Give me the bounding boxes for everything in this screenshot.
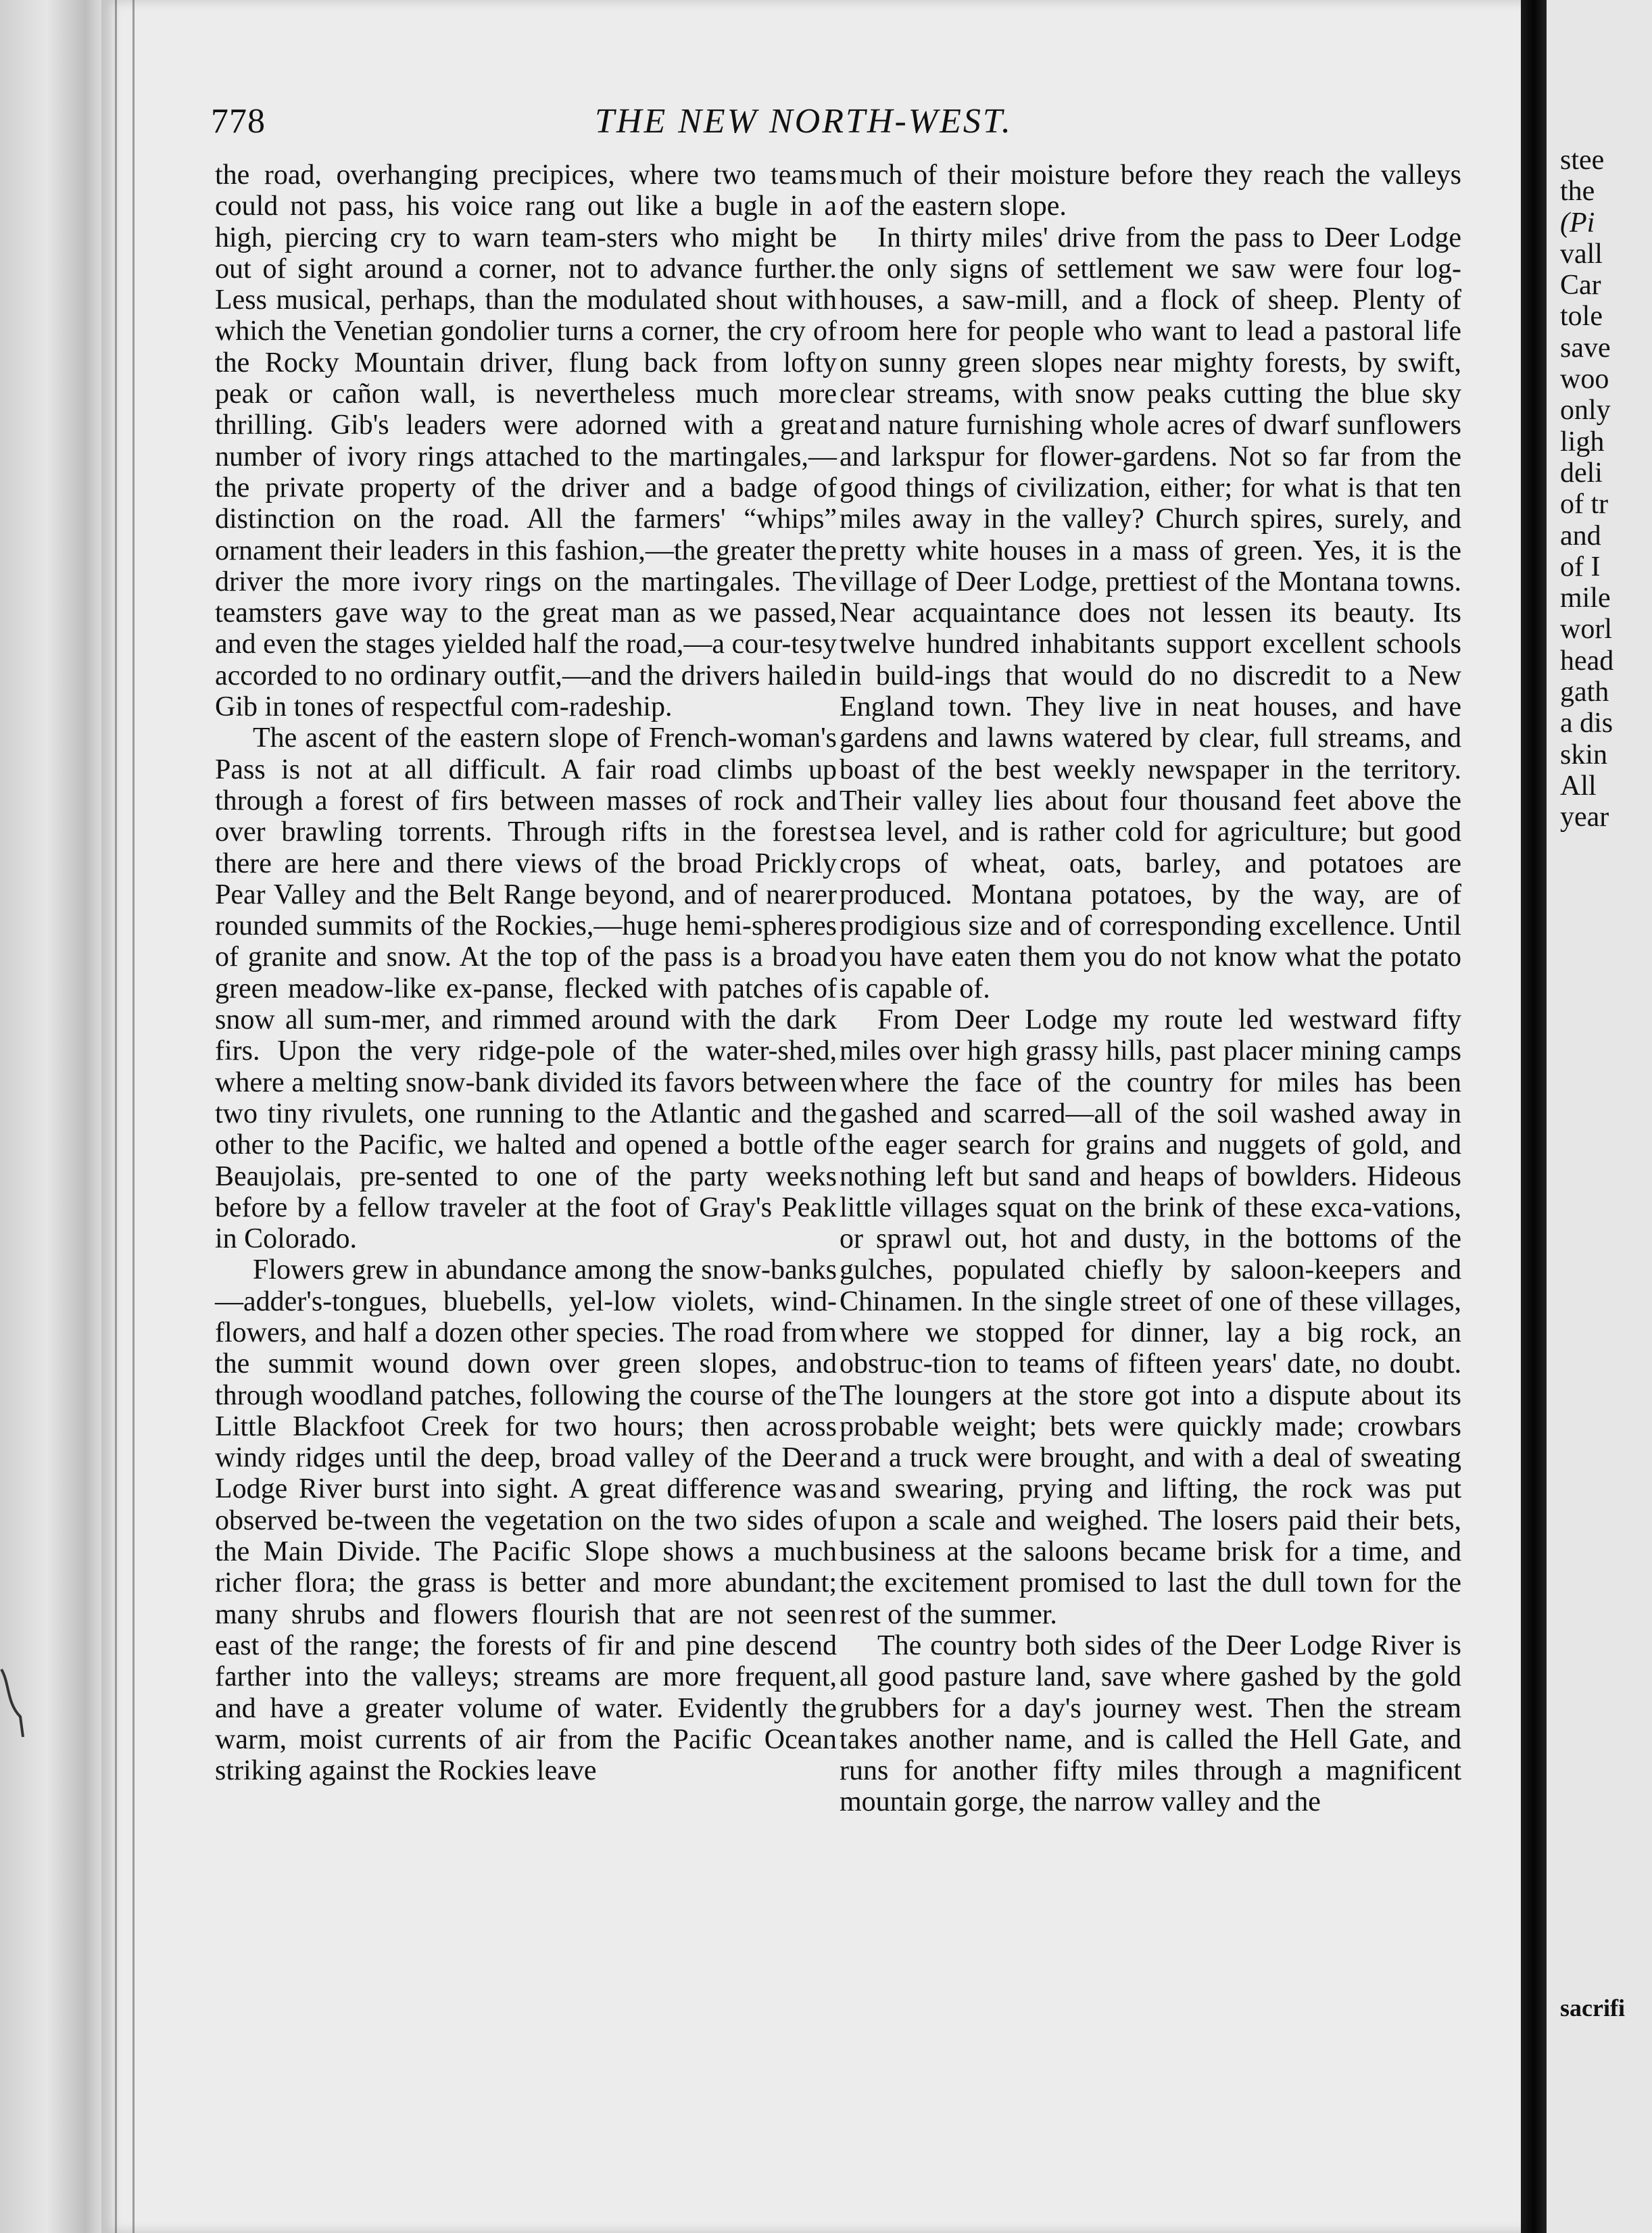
- adjacent-page-line: All: [1560, 770, 1597, 802]
- adjacent-page-line: stee: [1560, 145, 1605, 176]
- paragraph: In thirty miles' drive from the pass to Deer Lodge the only signs of settlement we saw were four log-houses, a saw-mill, and a flock of sheep. Plenty of room here for people who want to lead a pastoral life on sunny green slopes near mighty forests, by swift, clear streams, with snow peaks cutting the blue sky and nature furnishing whole acres of dwarf sunflowers and larkspur for flower-gardens. Not so far from the good things of civilization, either; for what is that ten miles away in the valley? Church spires, surely, and pretty white houses in a mass of green. Yes, it is the village of Deer Lodge, prettiest of the Montana towns. Near acquaintance does not lessen its beauty. Its twelve hundred inhabitants support excellent schools in build-ings that would do no discredit to a New England town. They live in neat houses, and have gardens and lawns watered by clear, full streams, and boast of the best weekly newspaper in the territory. Their valley lies about four thousand feet above the sea level, and is rather cold for agriculture; but good crops of wheat, oats, barley, and potatoes are produced. Montana potatoes, by the way, are of prodigious size and of corresponding excellence. Until you have eaten them you do not know what the potato is capable of.: [840, 222, 1461, 1004]
- paragraph: The ascent of the eastern slope of French-woman's Pass is not at all difficult. A fair road climbs up through a forest of firs between masses of rock and over brawling torrents. Through rifts in the forest there are here and there views of the broad Prickly Pear Valley and the Belt Range beyond, and of nearer rounded summits of the Rockies,—huge hemi-spheres of granite and snow. At the top of the pass is a broad green meadow-like ex-panse, flecked with patches of snow all sum-mer, and rimmed around with the dark firs. Upon the very ridge-pole of the water-shed, where a melting snow-bank divided its favors between two tiny rivulets, one running to the Atlantic and the other to the Pacific, we halted and opened a bottle of Beaujolais, pre-sented to one of the party weeks before by a fellow traveler at the foot of Gray's Peak in Colorado.: [215, 722, 837, 1255]
- adjacent-page-line: Car: [1560, 270, 1601, 301]
- adjacent-page-line: woo: [1560, 364, 1609, 395]
- right-text-column: [840, 160, 1461, 1818]
- adjacent-page-footnote: sacrifi: [1560, 1994, 1625, 2021]
- adjacent-page-line: gath: [1560, 677, 1609, 708]
- book-gutter: [1521, 0, 1547, 2233]
- paragraph: The country both sides of the Deer Lodge River is all good pasture land, save where gashed by the gold grubbers for a day's journey west. Then the stream takes another name, and is called the Hell Gate, and runs for another fifty miles through a magnificent mountain gorge, the narrow valley and the: [840, 1629, 1461, 1818]
- adjacent-page-line: mile: [1560, 583, 1611, 614]
- adjacent-page-line: skin: [1560, 739, 1608, 770]
- adjacent-page-line: year: [1560, 802, 1609, 833]
- adjacent-page-line: save: [1560, 332, 1611, 364]
- adjacent-page-line: tole: [1560, 301, 1603, 333]
- running-title: THE NEW NORTH-WEST.: [595, 102, 1013, 141]
- adjacent-page-line: worl: [1560, 614, 1612, 645]
- adjacent-page-line: only: [1560, 395, 1611, 426]
- adjacent-page-line: (Pi: [1560, 207, 1595, 239]
- adjacent-page-line: a dis: [1560, 708, 1613, 739]
- adjacent-page-text: [1560, 145, 1652, 833]
- adjacent-page-line: head: [1560, 645, 1614, 677]
- left-text-column: [215, 160, 837, 1786]
- binding-mark-icon: [0, 1663, 27, 1744]
- page-number: 778: [211, 102, 266, 141]
- adjacent-page-line: the: [1560, 176, 1595, 207]
- adjacent-page-line: of I: [1560, 551, 1601, 583]
- paragraph: the road, overhanging precipices, where two teams could not pass, his voice rang out like a bugle in a high, piercing cry to warn team-sters who might be out of sight around a corner, not to advance further. Less musical, perhaps, than the modulated shout with which the Venetian gondolier turns a corner, the cry of the Rocky Mountain driver, flung back from lofty peak or cañon wall, is nevertheless much more thrilling. Gib's leaders were adorned with a great number of ivory rings attached to the martingales,—the private property of the driver and a badge of distinction on the road. All the farmers' “whips” ornament their leaders in this fashion,—the greater the driver the more ivory rings on the martingales. The teamsters gave way to the great man as we passed, and even the stages yielded half the road,—a cour-tesy accorded to no ordinary outfit,—and the drivers hailed Gib in tones of respectful com-radeship.: [215, 160, 837, 723]
- adjacent-page-line: of tr: [1560, 489, 1609, 520]
- paragraph: Flowers grew in abundance among the snow-banks—adder's-tongues, bluebells, yel-low violets, wind-flowers, and half a dozen other species. The road from the summit wound down over green slopes, and through woodland patches, following the course of the Little Blackfoot Creek for two hours; then across windy ridges until the deep, broad valley of the Deer Lodge River burst into sight. A great difference was observed be-tween the vegetation on the two sides of the Main Divide. The Pacific Slope shows a much richer flora; the grass is better and more abundant; many shrubs and flowers flourish that are not seen east of the range; the forests of fir and pine descend farther into the valleys; streams are more frequent, and have a greater volume of water. Evidently the warm, moist currents of air from the Pacific Ocean striking against the Rockies leave: [215, 1254, 837, 1787]
- page-edge-line: [115, 0, 117, 2233]
- paragraph: much of their moisture before they reach the valleys of the eastern slope.: [840, 160, 1461, 222]
- paragraph: From Deer Lodge my route led westward fifty miles over high grassy hills, past placer mining camps where the face of the country for miles has been gashed and scarred—all of the soil washed away in the eager search for grains and nuggets of gold, and nothing left but sand and heaps of bowlders. Hideous little villages squat on the brink of these exca-vations, or sprawl out, hot and dusty, in the bottoms of the gulches, populated chiefly by saloon-keepers and Chinamen. In the single street of one of these villages, where we stopped for dinner, lay a big rock, an obstruc-tion to teams of fifteen years' date, no doubt. The loungers at the store got into a dispute about its probable weight; bets were quickly made; crowbars and a truck were brought, and with a deal of sweating and swearing, prying and lifting, the rock was put upon a scale and weighed. The losers paid their bets, business at the saloons became brisk for a time, and the excitement promised to last the dull town for the rest of the summer.: [840, 1004, 1461, 1630]
- adjacent-page-line: ligh: [1560, 426, 1605, 458]
- adjacent-page-line: vall: [1560, 238, 1603, 270]
- adjacent-page-line: and: [1560, 520, 1601, 551]
- page-edge-line: [132, 0, 135, 2233]
- adjacent-page-line: deli: [1560, 457, 1603, 489]
